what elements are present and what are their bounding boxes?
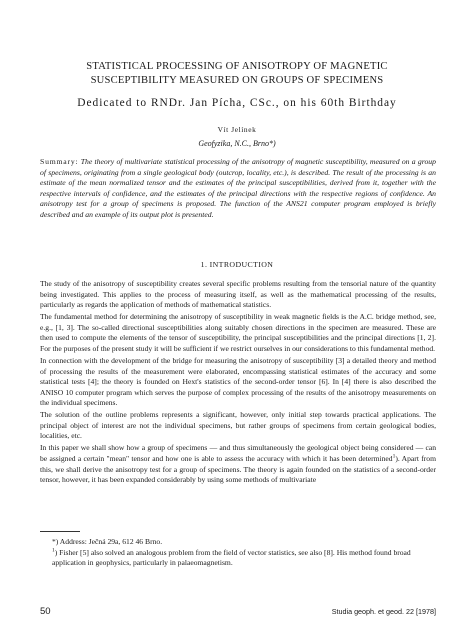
title-line-1: STATISTICAL PROCESSING OF ANISOTROPY OF MAGNETIC [86, 61, 388, 72]
author-name: Vít Jelínek [217, 125, 257, 134]
title-line-2: SUSCEPTIBILITY MEASURED ON GROUPS OF SPECIMENS [90, 75, 384, 86]
abstract-label: Summary: [40, 157, 79, 166]
page-number: 50 [40, 606, 51, 617]
abstract-text: The theory of multivariate statistical processing of the anisotropy of magnetic susceptibility, measured on a group of specimens, originating from a single geological body (outcrop, locality, etc.), is described. The result of the processing is an estimate of the mean normalized tensor and the estimates of the principal susceptibilities, derived from it, together with the respective intervals of confidence, and the estimates of the principal directions with the respective regions of confidence. An anisotropy test for a group of specimens is proposed. The function of the ANS21 computer program employed is briefly described and an example of its output plot is presented. [40, 157, 436, 219]
section-heading: 1. INTRODUCTION [200, 260, 274, 269]
author-affiliation: Geofyzika, N.C., Brno*) [198, 139, 276, 148]
footnote-text: ) Fisher [5] also solved an analogous problem from the field of vector statistics, see also [8]. His method found broad application in geophysics, particularly in palaeomagnetism. [52, 547, 411, 568]
footnote-marker: 1 [392, 453, 396, 460]
paragraph [40, 443, 436, 485]
footnote-address: *) Address: Ječná 29a, 612 46 Brno. [52, 537, 163, 546]
paragraph: The solution of the outline problems represents a significant, however, only initial step towards practical applications. The principal object of interest are not the individual specimens, but rather groups of specimens from certain geological bodies, localities, etc. [40, 410, 436, 441]
paragraph-text: In this paper we shall show how a group of specimens — and thus simultaneously the geological object being considered — can be assigned a certain "mean" tensor and how one is able to assess the accuracy with which it has been determined [40, 443, 436, 464]
journal-reference: Studia geoph. et geod. 22 [1978] [331, 607, 436, 616]
footnotes [40, 537, 436, 569]
dedication: Dedicated to RNDr. Jan Pícha, CSc., on his 60th Birthday [77, 97, 397, 109]
paragraph-text: ). Apart from this, we shall derive the anisotropy test for a group of specimens. The theory is again founded on the statistics of a second-order tensor, however, it has been expanded considerably by using some methods of multivariate [40, 454, 436, 485]
footnote-divider [40, 531, 80, 532]
paragraph: The fundamental method for determining the anisotropy of susceptibility in weak magnetic fields is the A.C. bridge method, see, e.g., [1, 3]. The so-called directional susceptibilities along suitably chosen directions in the specimen are measured. These are then used to compute the elements of the tensor of susceptibility, the principal susceptibilities and the principal directions [1, 2]. For the purposes of the present study it will be sufficient if we restrict ourselves in our considerations to this fundamental method. [40, 312, 436, 353]
paragraph: The study of the anisotropy of susceptibility creates several specific problems resulting from the tensorial nature of the quantity being investigated. This applies to the process of measuring itself, as well as the mathematical processing of the results, particularly as regards the application of methods of mathematical statistics. [40, 279, 436, 310]
paragraph: In connection with the development of the bridge for measuring the anisotropy of susceptibility [3] a detailed theory and method of processing the results of the measurement were elaborated, encompassing statistical estimates of the accuracy and some statistical tests [4]; the theory is founded on Hext's statistics of the second-order tensor [6]. In [4] there is also described the ANISO 10 computer program which serves the purpose of complex processing of the results of the anisotropy measurements on the individual specimens. [40, 355, 436, 408]
footnote-fisher [40, 548, 436, 569]
abstract [40, 157, 436, 221]
footnote-marker: 1 [52, 547, 55, 554]
body-text [40, 279, 436, 487]
paper-title [40, 60, 434, 88]
